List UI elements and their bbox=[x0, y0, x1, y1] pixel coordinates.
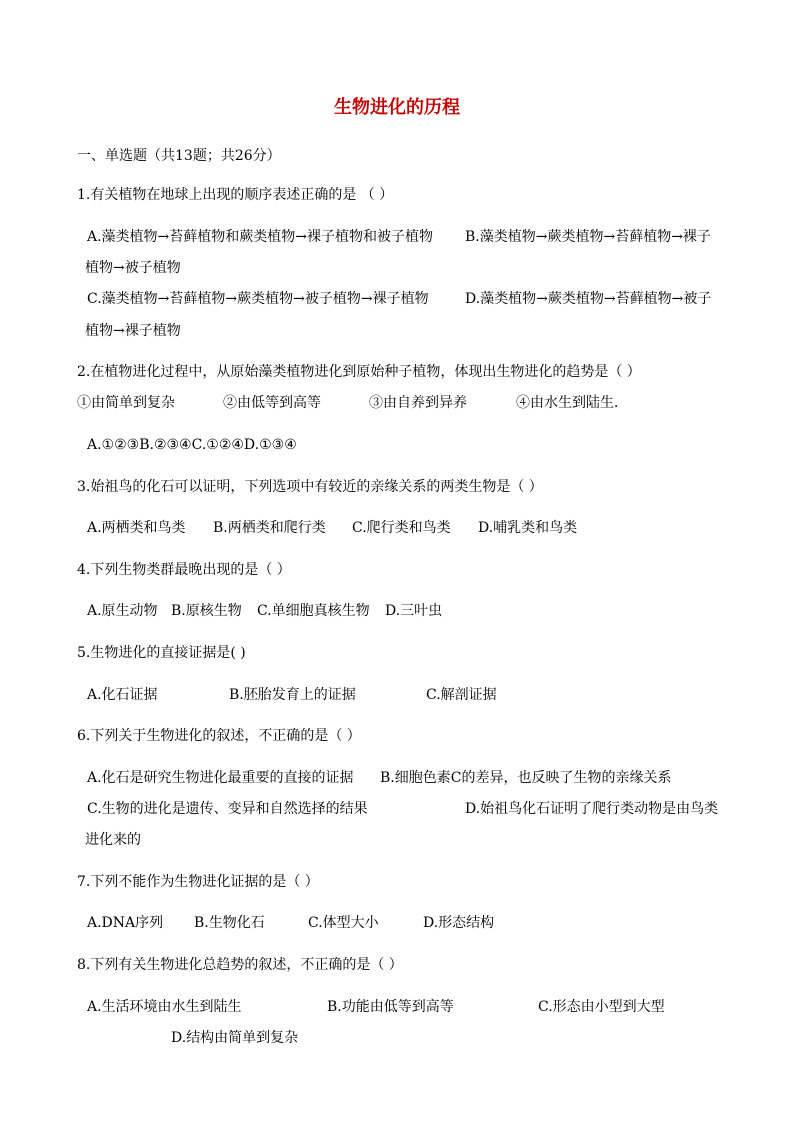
question-2-item-4: ④由水生到陆生． bbox=[516, 395, 628, 411]
question-7-option-b[interactable]: B.生物化石 bbox=[194, 915, 265, 931]
question-1-option-a[interactable]: A.藻类植物→苔藓植物和蕨类植物→裸子植物和被子植物 bbox=[87, 229, 434, 245]
question-6-option-a[interactable]: A.化石是研究生物进化最重要的直接的证据 bbox=[87, 770, 354, 786]
question-8-option-a[interactable]: A.生活环境由水生到陆生 bbox=[87, 999, 242, 1015]
question-2-item-2: ②由低等到高等 bbox=[223, 395, 321, 411]
question-3-option-a[interactable]: A.两栖类和鸟类 bbox=[87, 520, 186, 536]
question-1-option-d[interactable]: D.藻类植物→蕨类植物→苔藓植物→被子 bbox=[465, 291, 712, 307]
question-4-option-a[interactable]: A.原生动物 bbox=[87, 603, 158, 619]
question-2-item-3: ③由自养到异养 bbox=[369, 395, 467, 411]
question-1-stem: 1.有关植物在地球上出现的顺序表述正确的是 （ ） bbox=[77, 187, 394, 203]
question-2-options[interactable]: A.①②③B.②③④C.①②④D.①③④ bbox=[87, 437, 297, 453]
question-5-stem: 5.生物进化的直接证据是( ) bbox=[77, 645, 246, 661]
question-7-stem: 7.下列不能作为生物进化证据的是（ ） bbox=[77, 874, 319, 890]
question-6-option-c[interactable]: C.生物的进化是遗传、变异和自然选择的结果 bbox=[87, 801, 368, 817]
question-6-option-d[interactable]: D.始祖鸟化石证明了爬行类动物是由鸟类 bbox=[465, 801, 719, 817]
question-5-option-b[interactable]: B.胚胎发育上的证据 bbox=[229, 687, 356, 703]
page-title: 生物进化的历程 bbox=[334, 97, 460, 118]
question-3-stem: 3.始祖鸟的化石可以证明，下列选项中有较近的亲缘关系的两类生物是（ ） bbox=[77, 479, 543, 495]
question-4-option-d[interactable]: D.三叶虫 bbox=[385, 603, 443, 619]
question-7-option-a[interactable]: A.DNA序列 bbox=[87, 915, 164, 931]
question-2-stem: 2.在植物进化过程中，从原始藻类植物进化到原始种子植物，体现出生物进化的趋势是（ ） bbox=[77, 364, 641, 380]
question-3-option-b[interactable]: B.两栖类和爬行类 bbox=[213, 520, 326, 536]
question-1-option-b-continued: 植物→被子植物 bbox=[85, 260, 181, 276]
question-2-item-1: ①由简单到复杂 bbox=[77, 395, 175, 411]
question-1-option-b[interactable]: B.藻类植物→蕨类植物→苔藓植物→裸子 bbox=[465, 229, 711, 245]
question-5-option-c[interactable]: C.解剖证据 bbox=[426, 687, 497, 703]
question-7-option-d[interactable]: D.形态结构 bbox=[423, 915, 495, 931]
question-6-stem: 6.下列关于生物进化的叙述，不正确的是（ ） bbox=[77, 728, 361, 744]
question-8-stem: 8.下列有关生物进化总趋势的叙述，不正确的是（ ） bbox=[77, 957, 403, 973]
question-3-option-c[interactable]: C.爬行类和鸟类 bbox=[352, 520, 451, 536]
question-8-option-b[interactable]: B.功能由低等到高等 bbox=[327, 999, 454, 1015]
question-5-option-a[interactable]: A.化石证据 bbox=[87, 687, 158, 703]
question-8-option-c[interactable]: C.形态由小型到大型 bbox=[538, 999, 665, 1015]
question-8-option-d[interactable]: D.结构由简单到复杂 bbox=[171, 1030, 299, 1046]
question-4-option-c[interactable]: C.单细胞真核生物 bbox=[257, 603, 370, 619]
question-7-option-c[interactable]: C.体型大小 bbox=[308, 915, 379, 931]
section-heading: 一、单选题（共13题；共26分） bbox=[77, 148, 281, 164]
question-4-stem: 4.下列生物类群最晚出现的是（ ） bbox=[77, 562, 291, 578]
question-4-option-b[interactable]: B.原核生物 bbox=[171, 603, 242, 619]
question-6-option-b[interactable]: B.细胞色素C的差异，也反映了生物的亲缘关系 bbox=[380, 770, 672, 786]
question-3-option-d[interactable]: D.哺乳类和鸟类 bbox=[478, 520, 578, 536]
question-1-option-c[interactable]: C.藻类植物→苔藓植物→蕨类植物→被子植物→裸子植物 bbox=[87, 291, 429, 307]
question-6-option-d-continued: 进化来的 bbox=[85, 832, 141, 848]
question-1-option-d-continued: 植物→裸子植物 bbox=[85, 323, 181, 339]
